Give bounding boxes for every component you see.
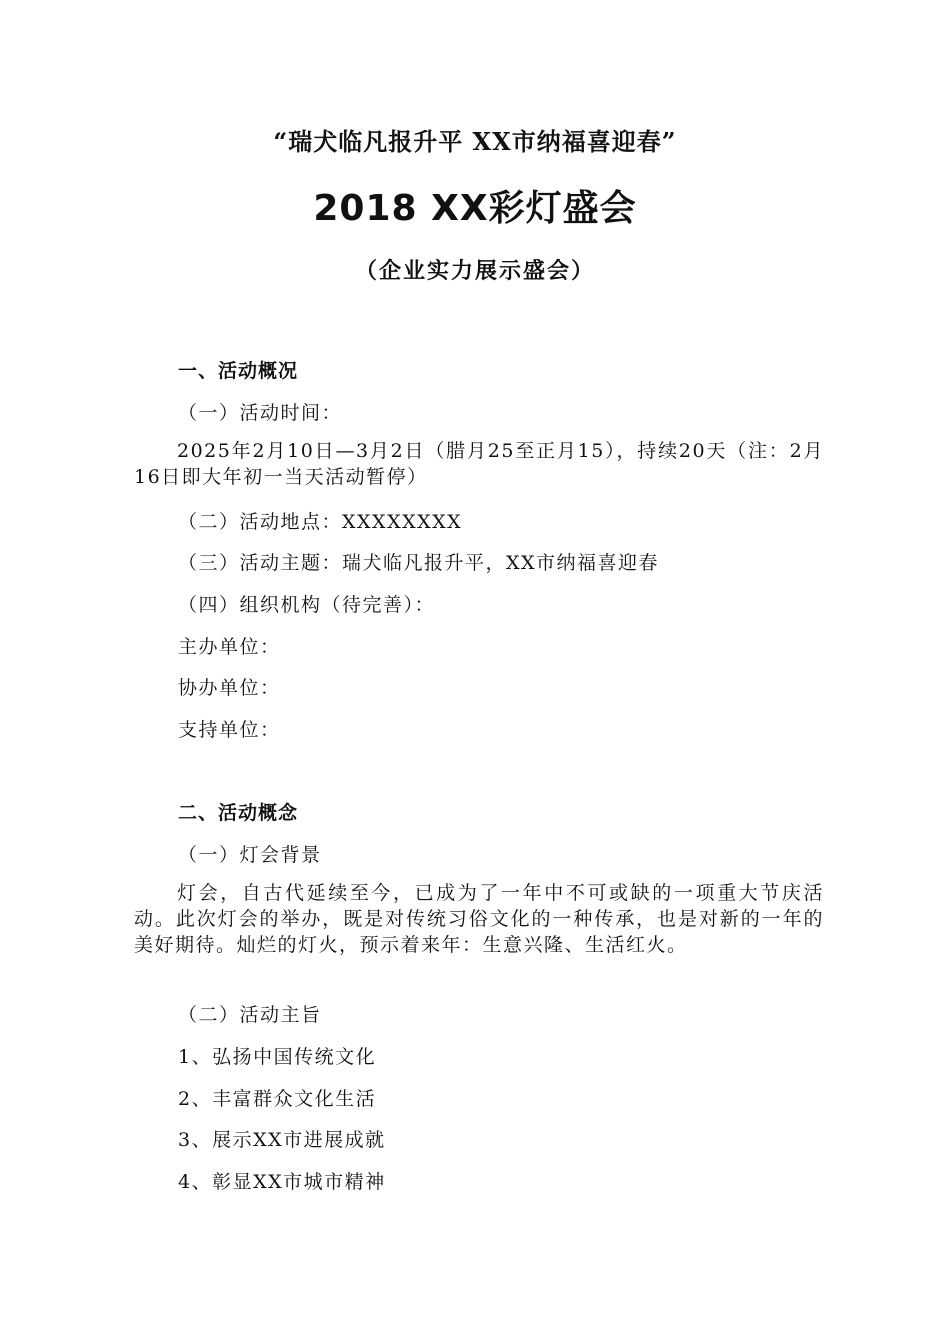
list-item: 4、彰显XX市城市精神: [178, 1171, 386, 1193]
theme-line: （三）活动主题：瑞犬临凡报升平，XX市纳福喜迎春: [178, 552, 660, 574]
organization-line: （四）组织机构（待完善）：: [178, 594, 436, 616]
time-text: 2025年2月10日—3月2日（腊月25至正月15），持续20天（注：2月16日即大年初一当天活动暂停）: [134, 440, 824, 488]
page-subtitle: （企业实力展示盛会）: [354, 258, 595, 284]
list-item: 1、弘扬中国传统文化: [178, 1046, 377, 1068]
slogan-line: “瑞犬临凡报升平 XX市纳福喜迎春”: [273, 127, 677, 156]
co-host-line: 协办单位：: [178, 677, 281, 699]
time-label: （一）活动时间：: [178, 402, 343, 424]
host-line: 主办单位：: [178, 636, 281, 658]
background-text: 灯会，自古代延续至今，已成为了一年中不可或缺的一项重大节庆活动。此次灯会的举办，既是对传统习俗文化的一种传承，也是对新的一年的美好期待。灿烂的灯火，预示着来年：生意兴隆、生活红火。: [134, 882, 824, 956]
support-line: 支持单位：: [178, 719, 281, 741]
list-item: 2、丰富群众文化生活: [178, 1088, 377, 1110]
purpose-label: （二）活动主旨: [178, 1004, 322, 1026]
section-heading-overview: 一、活动概况: [178, 360, 299, 382]
page-title: 2018 XX彩灯盛会: [313, 188, 637, 229]
section-heading-concept: 二、活动概念: [178, 802, 299, 824]
place-line: （二）活动地点：XXXXXXXX: [178, 511, 463, 533]
list-item: 3、展示XX市进展成就: [178, 1129, 386, 1151]
background-label: （一）灯会背景: [178, 844, 322, 866]
